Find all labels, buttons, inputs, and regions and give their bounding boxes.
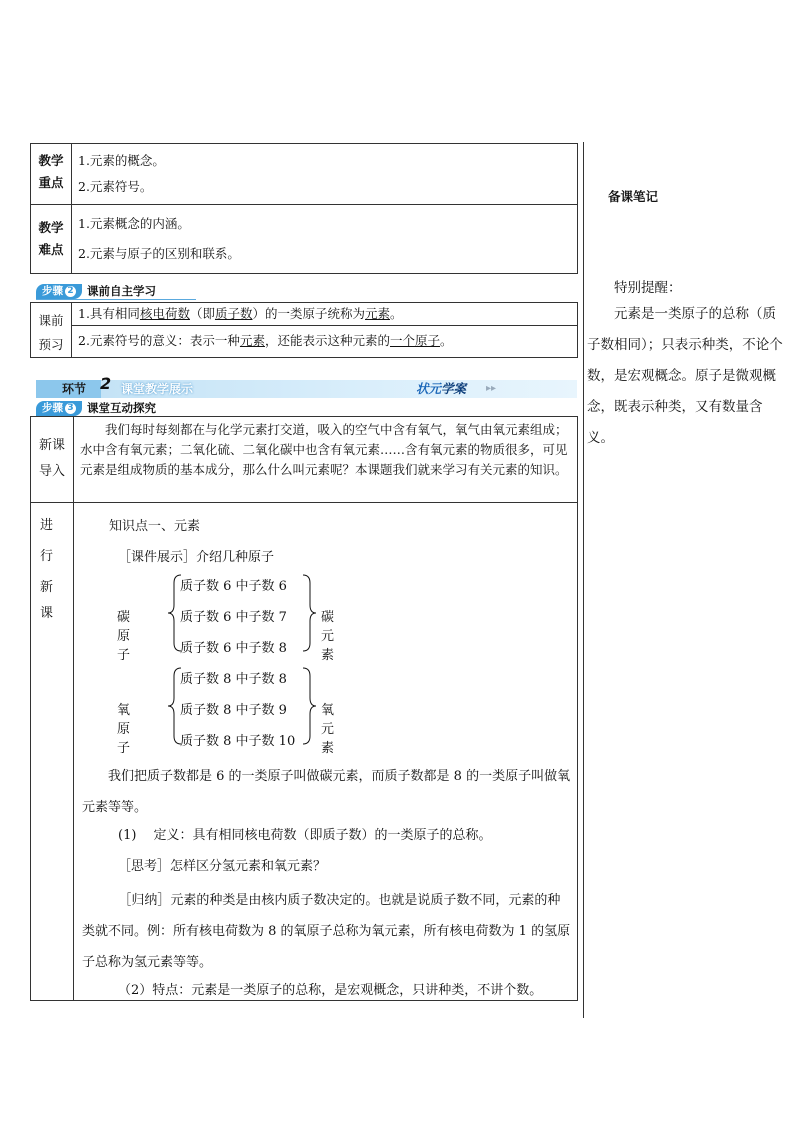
- step-3-label: [36, 400, 156, 416]
- difficulty-line-1: 1.元素概念的内涵。: [78, 216, 190, 231]
- carbon-element-label: 碳元素: [321, 610, 335, 663]
- definition-line: (1) 定义：具有相同核电荷数（即质子数）的一类原子的总称。: [118, 828, 492, 843]
- sidebar-tip-label: 特别提醒：: [614, 280, 682, 296]
- carbon-isotope-3: 质子数 6 中子数 8: [180, 641, 287, 656]
- lesson-header-char-2: 行: [40, 549, 54, 564]
- focus-table: [30, 143, 578, 274]
- banner-title: 课堂教学展示: [121, 382, 194, 396]
- lesson-header-char-3: 新: [40, 580, 54, 595]
- step-3-number: 3: [65, 403, 76, 414]
- summary-paragraph: 我们把质子数都是 6 的一类原子叫做碳元素，而质子数都是 8 的一类原子叫做氧元素等等。: [82, 769, 571, 815]
- sidebar-title: 备课笔记: [608, 189, 659, 204]
- lesson-table: [30, 416, 578, 1001]
- courseware-line: ［课件展示］介绍几种原子: [118, 550, 275, 565]
- preview-line-1: 1.具有相同核电荷数（即质子数）的一类原子统称为元素。: [72, 303, 578, 326]
- lesson-content: [74, 503, 578, 1001]
- banner-number: 2: [100, 374, 112, 393]
- lesson-header: [31, 503, 74, 1001]
- carbon-isotope-1: 质子数 6 中子数 6: [180, 579, 287, 594]
- banner-arrows-icon: ▸▸: [486, 383, 497, 394]
- preview-line-2: 2.元素符号的意义：表示一种元素，还能表示这种元素的一个原子。: [72, 326, 578, 358]
- carbon-atom-label: 碳原子: [117, 610, 131, 663]
- oxygen-atom-label: 氧原子: [117, 703, 131, 756]
- banner-brand: 状元学案: [416, 381, 467, 396]
- step-3-badge: 步骤 3: [36, 401, 82, 416]
- step-2-underline: [36, 299, 196, 300]
- oxygen-isotope-2: 质子数 8 中子数 9: [180, 703, 287, 718]
- intro-text: 我们每时每刻都在与化学元素打交道，吸入的空气中含有氧气，氧气由氧元素组成；水中含有氧元素；二氧化硫、二氧化碳中也含有氧元素……含有氧元素的物质很多，可见元素是组成物质的基本成分，那么什么叫元素呢？本课题我们就来学习有关元素的知识。: [74, 417, 578, 503]
- focus-line-2: 2.元素符号。: [78, 179, 153, 194]
- step-2-label: [36, 283, 156, 299]
- oxygen-right-brace-icon: [301, 666, 317, 746]
- feature-line: （2）特点：元素是一类原子的总称，是宏观概念，只讲种类，不讲个数。: [118, 983, 543, 998]
- sidebar-divider: [583, 142, 584, 1018]
- difficulty-content: [72, 205, 578, 274]
- carbon-right-brace-icon: [301, 573, 317, 653]
- step-2-badge: 步骤 2: [36, 284, 82, 299]
- oxygen-isotope-3: 质子数 8 中子数 10: [180, 734, 296, 749]
- section-banner: [36, 374, 577, 398]
- oxygen-isotope-1: 质子数 8 中子数 8: [180, 672, 287, 687]
- conclusion-paragraph: ［归纳］元素的种类是由核内质子数决定的。也就是说质子数不同，元素的种类就不同。例：所有核电荷数为 8 的氧原子总称为氧元素，所有核电荷数为 1 的氢原子总称为氢元素等等。: [82, 893, 571, 970]
- preview-header: 课前 预习: [31, 303, 72, 358]
- difficulty-header: 教学 难点: [31, 205, 72, 274]
- focus-content: [72, 144, 578, 205]
- preview-table: [30, 302, 578, 358]
- banner-segment-label: 环节: [36, 380, 101, 398]
- carbon-isotope-2: 质子数 6 中子数 7: [180, 610, 287, 625]
- knowledge-point-title: 知识点一、元素: [109, 519, 201, 534]
- intro-header: 新课 导入: [31, 417, 74, 503]
- focus-line-1: 1.元素的概念。: [78, 153, 165, 168]
- lesson-header-char-4: 课: [40, 606, 54, 621]
- think-question: ［思考］怎样区分氢元素和氧元素？: [118, 859, 327, 874]
- sidebar-tip-text: 元素是一类原子的总称（质子数相同）；只表示种类，不论个数，是宏观概念。原子是微观概念，既表示种类，又有数量含义。: [587, 306, 783, 446]
- step-2-number: 2: [65, 286, 76, 297]
- step-3-title: 课堂互动探究: [87, 401, 156, 415]
- step-2-title: 课前自主学习: [87, 284, 156, 298]
- lesson-header-char-1: 进: [40, 518, 54, 533]
- focus-header: 教学 重点: [31, 144, 72, 205]
- difficulty-line-2: 2.元素与原子的区别和联系。: [78, 246, 240, 261]
- oxygen-element-label: 氧元素: [321, 703, 335, 756]
